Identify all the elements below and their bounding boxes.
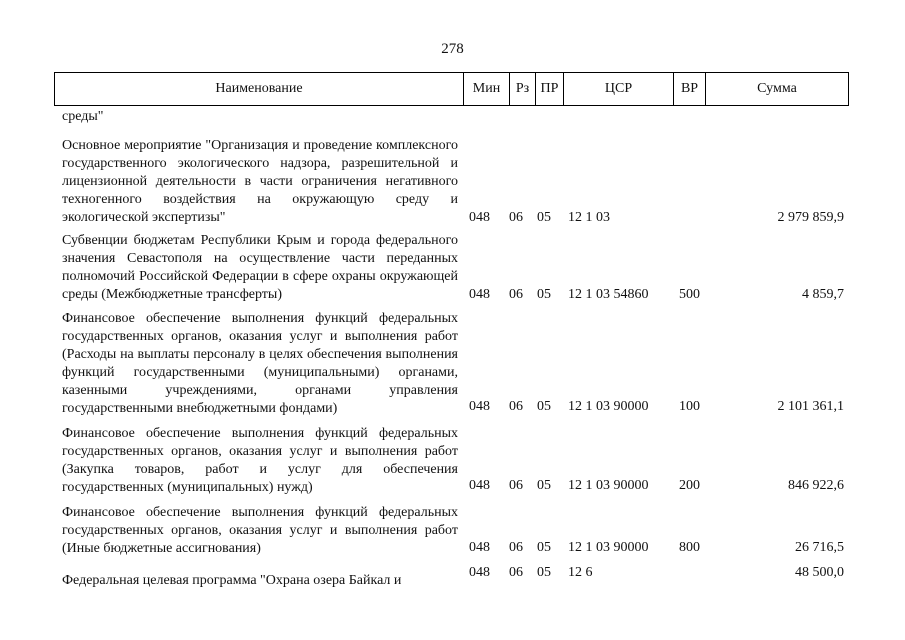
row-vr: 200 [679,478,700,493]
row-min: 048 [469,399,490,414]
header-sum: Сумма [705,73,848,105]
header-rz: Рз [509,73,535,105]
header-vr: ВР [673,73,705,105]
row-min: 048 [469,540,490,555]
row-sum: 26 716,5 [795,540,844,555]
row-rz: 06 [509,399,523,414]
row-pr: 05 [537,210,551,225]
row-rz: 06 [509,210,523,225]
row-sum: 2 979 859,9 [777,210,844,225]
row-rz: 06 [509,287,523,302]
row-csr: 12 1 03 90000 [568,540,649,555]
row-pr: 05 [537,540,551,555]
row-sum: 4 859,7 [802,287,844,302]
row-vr: 100 [679,399,700,414]
row-vr: 800 [679,540,700,555]
header-csr: ЦСР [563,73,673,105]
row-min: 048 [469,287,490,302]
row-name: Финансовое обеспечение выполнения функций федеральных государственных органов, оказания услуг и выполнения работ (Иные бюджетные ассигнования) [62,505,458,556]
row-min: 048 [469,565,490,580]
row-name: Финансовое обеспечение выполнения функций федеральных государственных органов, оказания услуг и выполнения работ (Закупка товаров, работ и услуг для обеспечения государственных (муниципальных) нужд) [62,426,458,495]
row-rz: 06 [509,478,523,493]
row-name: Федеральная целевая программа "Охрана озера Байкал и [62,573,402,588]
header-min: Мин [463,73,509,105]
row-pr: 05 [537,287,551,302]
row-min: 048 [469,210,490,225]
continuation-text: среды" [62,109,104,124]
row-min: 048 [469,478,490,493]
header-name: Наименование [215,81,303,96]
row-name: Субвенции бюджетам Республики Крым и города федерального значения Севастополя на осуществление части переданных полномочий Российской Федерации в сфере охраны окружающей среды (Межбюджетные трансферты) [62,233,458,302]
row-pr: 05 [537,565,551,580]
header-pr: ПР [535,73,563,105]
row-sum: 846 922,6 [788,478,844,493]
row-csr: 12 1 03 90000 [568,478,649,493]
row-sum: 48 500,0 [795,565,844,580]
page-number: 278 [441,41,464,57]
row-csr: 12 6 [568,565,593,580]
row-name: Основное мероприятие "Организация и проведение комплексного государственного экологического надзора, разрешительной и лицензионной деятельности в части ограничения негативного техногенного воздействия на окружающую среду и экологической экспертизы" [62,138,458,225]
row-sum: 2 101 361,1 [777,399,844,414]
row-name: Финансовое обеспечение выполнения функций федеральных государственных органов, оказания услуг и выполнения работ (Расходы на выплаты персоналу в целях обеспечения выполнения функций государственными (муниципальными) органами, казенными учреждениями, органами управления государственными внебюджетными фондами) [62,311,458,416]
row-rz: 06 [509,565,523,580]
row-vr: 500 [679,287,700,302]
row-csr: 12 1 03 90000 [568,399,649,414]
row-csr: 12 1 03 [568,210,610,225]
table-header [54,72,849,106]
row-rz: 06 [509,540,523,555]
row-pr: 05 [537,478,551,493]
row-csr: 12 1 03 54860 [568,287,649,302]
row-pr: 05 [537,399,551,414]
